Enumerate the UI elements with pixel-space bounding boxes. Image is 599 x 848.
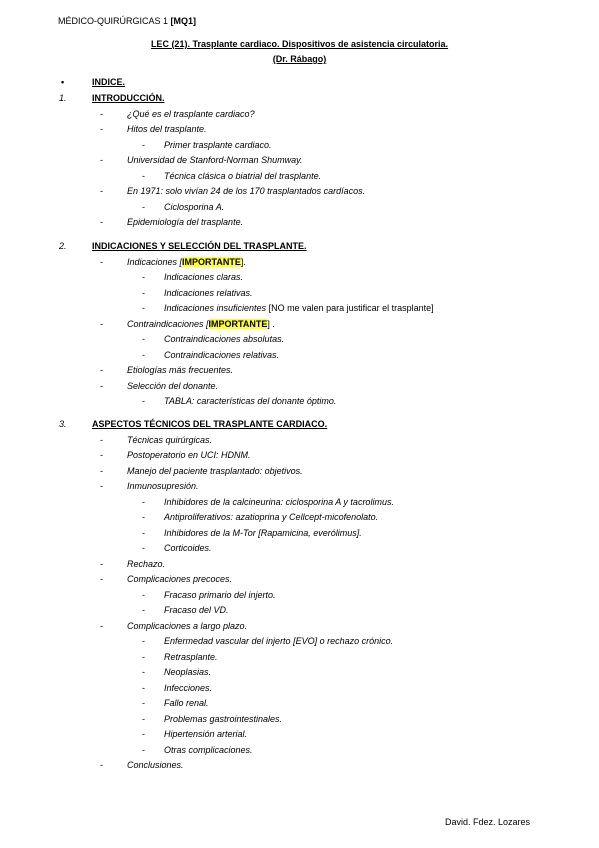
- list-dash: -: [100, 558, 103, 569]
- section-title: ASPECTOS TÉCNICOS DEL TRASPLANTE CARDIACO.: [92, 419, 328, 429]
- list-item: [127, 465, 303, 477]
- sublist-item: [164, 302, 434, 314]
- sublist-item: Infecciones.: [164, 682, 213, 693]
- sublist-dash: -: [142, 396, 145, 406]
- sublist-item: Primer trasplante cardiaco.: [164, 139, 272, 150]
- list-item: [127, 558, 165, 570]
- sublist-item-note: [NO me valen para justificar el trasplante]: [266, 303, 434, 313]
- lecture-professor: (Dr. Rábago): [272, 54, 327, 64]
- lecture-title: LEC (21). Trasplante cardiaco. Dispositivos de asistencia circulatoria.: [150, 39, 449, 49]
- list-item: [127, 434, 212, 446]
- list-item: [127, 480, 199, 492]
- list-dash: -: [100, 760, 103, 770]
- sublist-item: Corticoides.: [164, 543, 212, 553]
- sublist-dash: -: [142, 636, 145, 646]
- list-item-text: Manejo del paciente trasplantado: objetivos.: [127, 465, 303, 476]
- page-header: [58, 15, 196, 27]
- sublist-dash: -: [142, 729, 145, 739]
- sublist-dash: -: [142, 527, 145, 538]
- important-highlight: IMPORTANTE: [208, 318, 268, 329]
- list-dash: -: [100, 124, 103, 134]
- list-item: [127, 573, 232, 585]
- sublist-dash: -: [142, 334, 145, 344]
- sublist-dash: -: [142, 287, 145, 298]
- sublist-item: TABLA: características del donante óptimo.: [164, 396, 337, 406]
- index-bullet: •: [61, 77, 65, 87]
- section-number: 2.: [59, 241, 67, 251]
- list-item: [127, 123, 207, 135]
- list-dash: -: [100, 155, 103, 165]
- sublist-item: Ciclosporina A.: [164, 201, 225, 212]
- sublist-dash: -: [142, 512, 145, 522]
- list-item-text: Epidemiología del trasplante.: [127, 217, 244, 227]
- sublist-dash: -: [142, 496, 145, 507]
- sublist-item: Problemas gastrointestinales.: [164, 713, 283, 724]
- sublist-dash: -: [142, 605, 145, 615]
- list-item-text: Indicaciones [: [127, 256, 183, 267]
- list-item: [127, 759, 184, 771]
- section-number: 1.: [59, 93, 67, 103]
- sublist-dash: -: [142, 170, 145, 181]
- list-dash: -: [100, 380, 103, 391]
- sublist-dash: -: [142, 713, 145, 724]
- course-code: [MQ1]: [170, 16, 197, 26]
- list-item: [127, 318, 275, 330]
- list-dash: -: [100, 108, 103, 119]
- list-item-suffix: ] .: [267, 318, 275, 329]
- list-item: [127, 185, 365, 197]
- list-item-text: En 1971: solo vivían 24 de los 170 trasplantados cardíacos.: [127, 186, 366, 196]
- list-item-text: Conclusiones.: [127, 760, 184, 770]
- sublist-item: Fracaso del VD.: [164, 605, 229, 615]
- list-item: [127, 108, 255, 120]
- important-highlight: IMPORTANTE: [182, 256, 241, 267]
- list-item-suffix: ].: [240, 256, 246, 267]
- index-heading: INDICE.: [92, 77, 126, 87]
- list-item-text: Postoperatorio en UCI: HDNM.: [127, 450, 251, 460]
- sublist-dash: -: [142, 543, 145, 553]
- list-item-text: Complicaciones precoces.: [127, 574, 233, 584]
- sublist-item: Antiproliferativos: azatioprina y Cellcept-micofenolato.: [164, 512, 379, 522]
- list-item: [127, 364, 233, 376]
- list-dash: -: [100, 574, 103, 584]
- sublist-item: Contraindicaciones absolutas.: [164, 334, 285, 344]
- sublist-item: Hipertensión arterial.: [164, 729, 248, 739]
- sublist-item: Indicaciones claras.: [164, 272, 244, 282]
- section-number: 3.: [59, 419, 67, 429]
- section-title: INTRODUCCIÓN.: [92, 93, 165, 103]
- list-dash: -: [100, 318, 103, 329]
- list-item: [127, 620, 247, 632]
- list-item-text: Complicaciones a largo plazo.: [127, 620, 248, 631]
- sublist-dash: -: [142, 744, 145, 755]
- sublist-item: Retrasplante.: [164, 651, 218, 662]
- list-dash: -: [100, 365, 103, 375]
- sublist-dash: -: [142, 139, 145, 150]
- sublist-item: Fracaso primario del injerto.: [164, 589, 276, 600]
- sublist-dash: -: [142, 667, 145, 677]
- list-dash: -: [100, 481, 103, 491]
- list-item-text: Selección del donante.: [127, 380, 219, 391]
- sublist-dash: -: [142, 349, 145, 360]
- footer-author: David. Fdez. Lozares: [445, 817, 531, 827]
- sublist-item-text: Indicaciones insuficientes: [164, 303, 267, 313]
- list-item-text: Hitos del trasplante.: [127, 124, 207, 134]
- course-name: MÉDICO-QUIRÚRGICAS 1: [58, 16, 169, 26]
- list-dash: -: [100, 256, 103, 267]
- list-item: [127, 449, 251, 461]
- list-item-text: Etiologías más frecuentes.: [127, 365, 234, 375]
- list-item: [127, 216, 243, 228]
- section-title: INDICACIONES Y SELECCIÓN DEL TRASPLANTE.: [92, 241, 307, 251]
- sublist-dash: -: [142, 272, 145, 282]
- list-dash: -: [100, 186, 103, 196]
- sublist-item: Fallo renal.: [164, 698, 209, 708]
- list-item-text: ¿Qué es el trasplante cardiaco?: [127, 108, 255, 119]
- list-item-text: Contraindicaciones [: [127, 318, 209, 329]
- sublist-dash: -: [142, 303, 145, 313]
- list-item-text: Técnicas quirúrgicas.: [127, 434, 213, 445]
- sublist-item: Inhibidores de la M-Tor [Rapamicina, everólimus].: [164, 527, 362, 538]
- list-dash: -: [100, 434, 103, 445]
- list-item: [127, 380, 218, 392]
- list-dash: -: [100, 217, 103, 227]
- sublist-item: Inhibidores de la calcineurina: ciclosporina A y tacrolimus.: [164, 496, 394, 507]
- sublist-dash: -: [142, 682, 145, 693]
- sublist-item: Enfermedad vascular del injerto [EVO] o rechazo crónico.: [164, 636, 394, 646]
- list-item-text: Rechazo.: [127, 558, 166, 569]
- sublist-item: Otras complicaciones.: [164, 744, 253, 755]
- list-dash: -: [100, 450, 103, 460]
- list-item: [127, 256, 246, 268]
- sublist-item: Indicaciones relativas.: [164, 287, 253, 298]
- sublist-item: Neoplasias.: [164, 667, 212, 677]
- list-item-text: Inmunosupresión.: [127, 481, 199, 491]
- sublist-dash: -: [142, 651, 145, 662]
- list-item: [127, 154, 302, 166]
- list-item-text: Universidad de Stanford-Norman Shumway.: [127, 155, 303, 165]
- sublist-dash: -: [142, 698, 145, 708]
- sublist-item: Técnica clásica o biatrial del trasplante.: [164, 170, 322, 181]
- list-dash: -: [100, 465, 103, 476]
- list-dash: -: [100, 620, 103, 631]
- sublist-dash: -: [142, 589, 145, 600]
- sublist-item: Contraindicaciones relativas.: [164, 349, 280, 360]
- sublist-dash: -: [142, 201, 145, 212]
